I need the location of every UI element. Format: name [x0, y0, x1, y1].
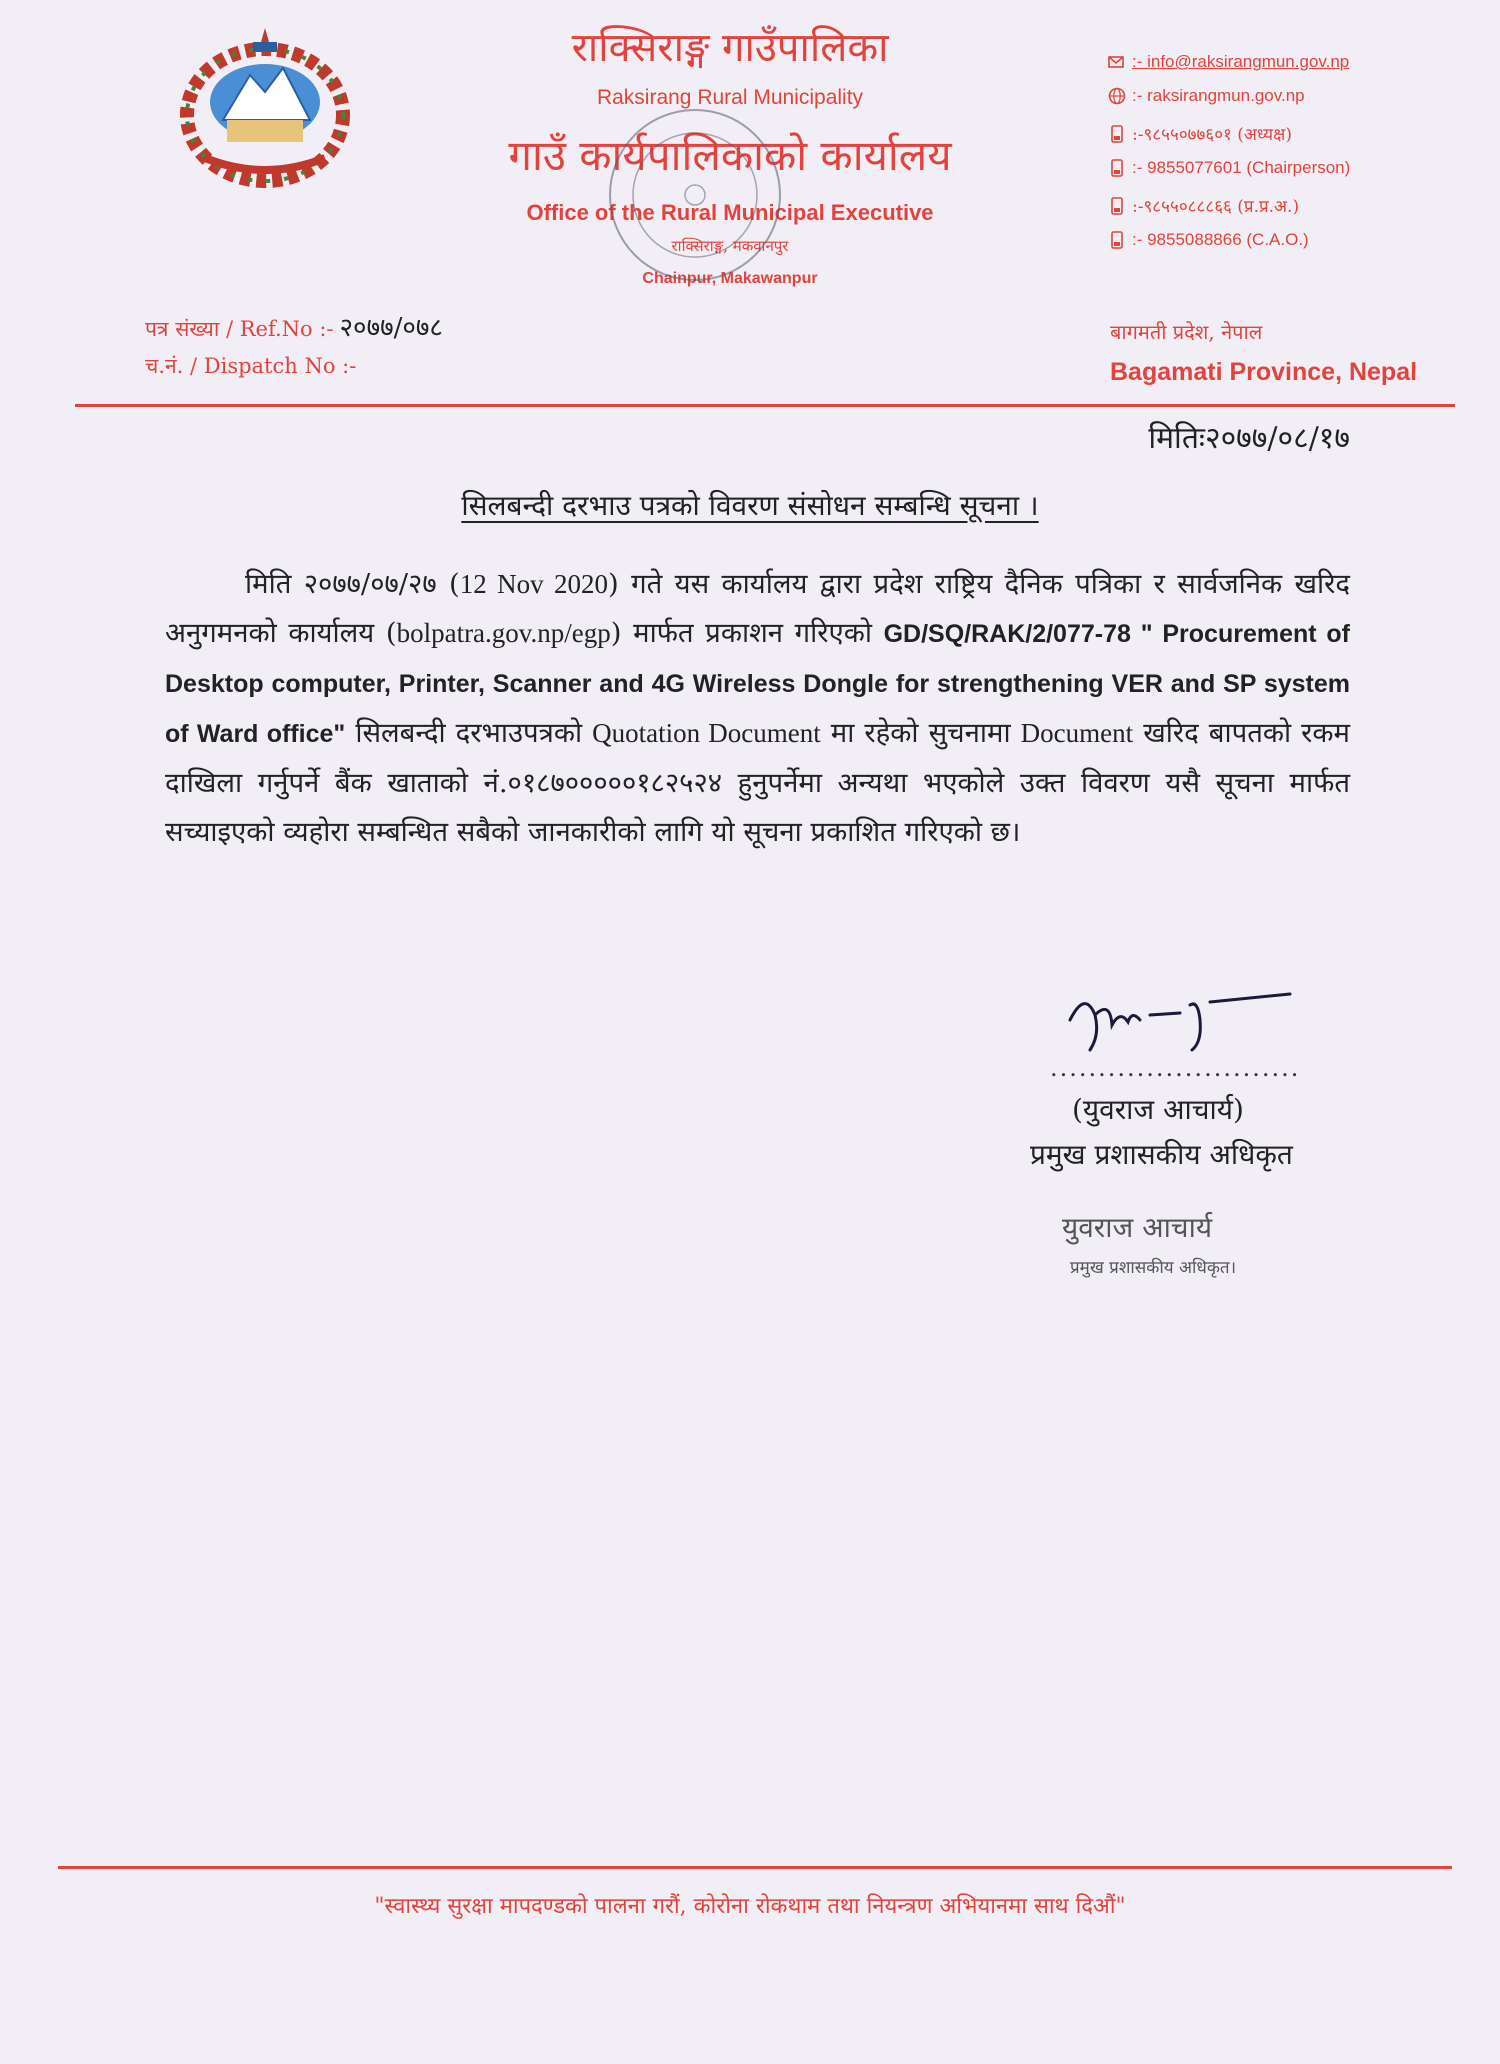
email-icon	[1108, 53, 1126, 71]
dispatch-number: च.नं. / Dispatch No :-	[145, 354, 357, 378]
phone-icon	[1108, 231, 1126, 249]
office-stamp	[590, 100, 800, 290]
nepal-emblem-icon	[165, 20, 365, 190]
body-text-en: Document	[1020, 718, 1134, 748]
body-text-en: 12 Nov 2020	[459, 569, 609, 599]
contact-website	[1108, 86, 1305, 106]
ref-label: पत्र संख्या / Ref.No :-	[145, 317, 334, 341]
ref-value: २०७७/०७८	[339, 313, 443, 343]
phone-icon	[1108, 197, 1126, 215]
contact-email-text[interactable]: :- info@raksirangmun.gov.np	[1132, 52, 1350, 71]
office-name-np: गाउँ कार्यपालिकाको कार्यालय	[508, 131, 952, 180]
province-en: Bagamati Province, Nepal	[1110, 358, 1418, 386]
ref-number	[145, 308, 443, 344]
body-text: खरिद बापतको रकम दाखिला गर्नुपर्ने बैंक खाताको नं.०१८७०००००१८२५२४ हुनुपर्नेमा अन्यथा भएकोले उक्त विवरण यसै सूचना मार्फत सच्याइएको व्यहोरा सम्बन्धित सबैको जानकारीको लागि यो सूचना प्रकाशित गरिएको छ।	[165, 717, 1350, 848]
procurement-title: GD/SQ/RAK/2/077-78 " Procurement of Desktop computer, Printer, Scanner and 4G Wireless Dongle for strengthening VER and SP system of Ward office"	[165, 620, 1351, 748]
body-link-text: bolpatra.gov.np/egp	[396, 618, 611, 648]
phone-icon	[1108, 159, 1126, 177]
province-np: बागमती प्रदेश, नेपाल	[1110, 320, 1263, 344]
header-divider	[75, 404, 1455, 407]
address-np: राक्सिराङ्ग, मकवानपुर	[671, 237, 789, 255]
municipality-name-en: Raksirang Rural Municipality	[596, 86, 864, 109]
stamp-name: युवराज आचार्य	[1062, 1211, 1213, 1244]
letter-subject	[0, 486, 1500, 524]
contact-website-text[interactable]: :- raksirangmun.gov.np	[1132, 86, 1305, 105]
municipality-name-np: राक्सिराङ्ग गाउँपालिका	[571, 25, 889, 71]
contact-phone-text: :-९८५५०८८८६६ (प्र.प्र.अ.)	[1132, 197, 1300, 217]
contact-phone-cao-np	[1108, 194, 1299, 217]
body-paragraph	[165, 560, 1350, 857]
office-name-en: Office of the Rural Municipal Executive	[526, 200, 934, 225]
phone-icon	[1108, 125, 1126, 143]
contact-phone-chair-np	[1108, 122, 1292, 145]
body-text: सिलबन्दी दरभाउपत्रको	[345, 717, 593, 749]
body-text-en: Quotation Document	[592, 718, 821, 748]
letter-body	[165, 560, 1350, 857]
stamp-title: प्रमुख प्रशासकीय अधिकृत।	[1070, 1258, 1237, 1278]
footer-slogan: "स्वास्थ्य सुरक्षा मापदण्डको पालना गरौं, कोरोना रोकथाम तथा नियन्त्रण अभियानमा साथ दिऔं"	[374, 1894, 1126, 1919]
contact-phone-text: :- 9855077601 (Chairperson)	[1132, 158, 1351, 177]
body-text: ) गते यस कार्यालय द्वारा प्रदेश राष्ट्रिय दैनिक पत्रिका र सार्वजनिक खरिद अनुगमनको कार्यालय (	[165, 568, 1351, 649]
globe-icon	[1108, 87, 1126, 105]
contact-phone-text: :- 9855088866 (C.A.O.)	[1132, 230, 1309, 249]
body-text: मिति २०७७/०७/२७ (	[245, 568, 460, 600]
body-text: मा रहेको सुचनामा	[820, 717, 1021, 749]
signatory-name: (युवराज आचार्य)	[1072, 1093, 1244, 1126]
letter-date: मितिः२०७७/०८/१७	[1148, 421, 1350, 456]
footer-divider	[58, 1866, 1452, 1869]
address-en: Chainpur, Makawanpur	[642, 270, 818, 287]
subject-text: सिलबन्दी दरभाउ पत्रको विवरण संसोधन सम्बन्धि सूचना ।	[461, 489, 1039, 522]
contact-phone-cao-en	[1108, 230, 1309, 250]
contact-email	[1108, 52, 1349, 72]
contact-phone-text: :-९८५५०७७६०१ (अध्यक्ष)	[1132, 125, 1292, 145]
body-text: ) मार्फत प्रकाशन गरिएको	[610, 617, 884, 649]
contact-phone-chair-en	[1108, 158, 1350, 178]
signatory-title: प्रमुख प्रशासकीय अधिकृत	[1030, 1138, 1293, 1171]
signature-line: ..........................	[1050, 1054, 1301, 1082]
